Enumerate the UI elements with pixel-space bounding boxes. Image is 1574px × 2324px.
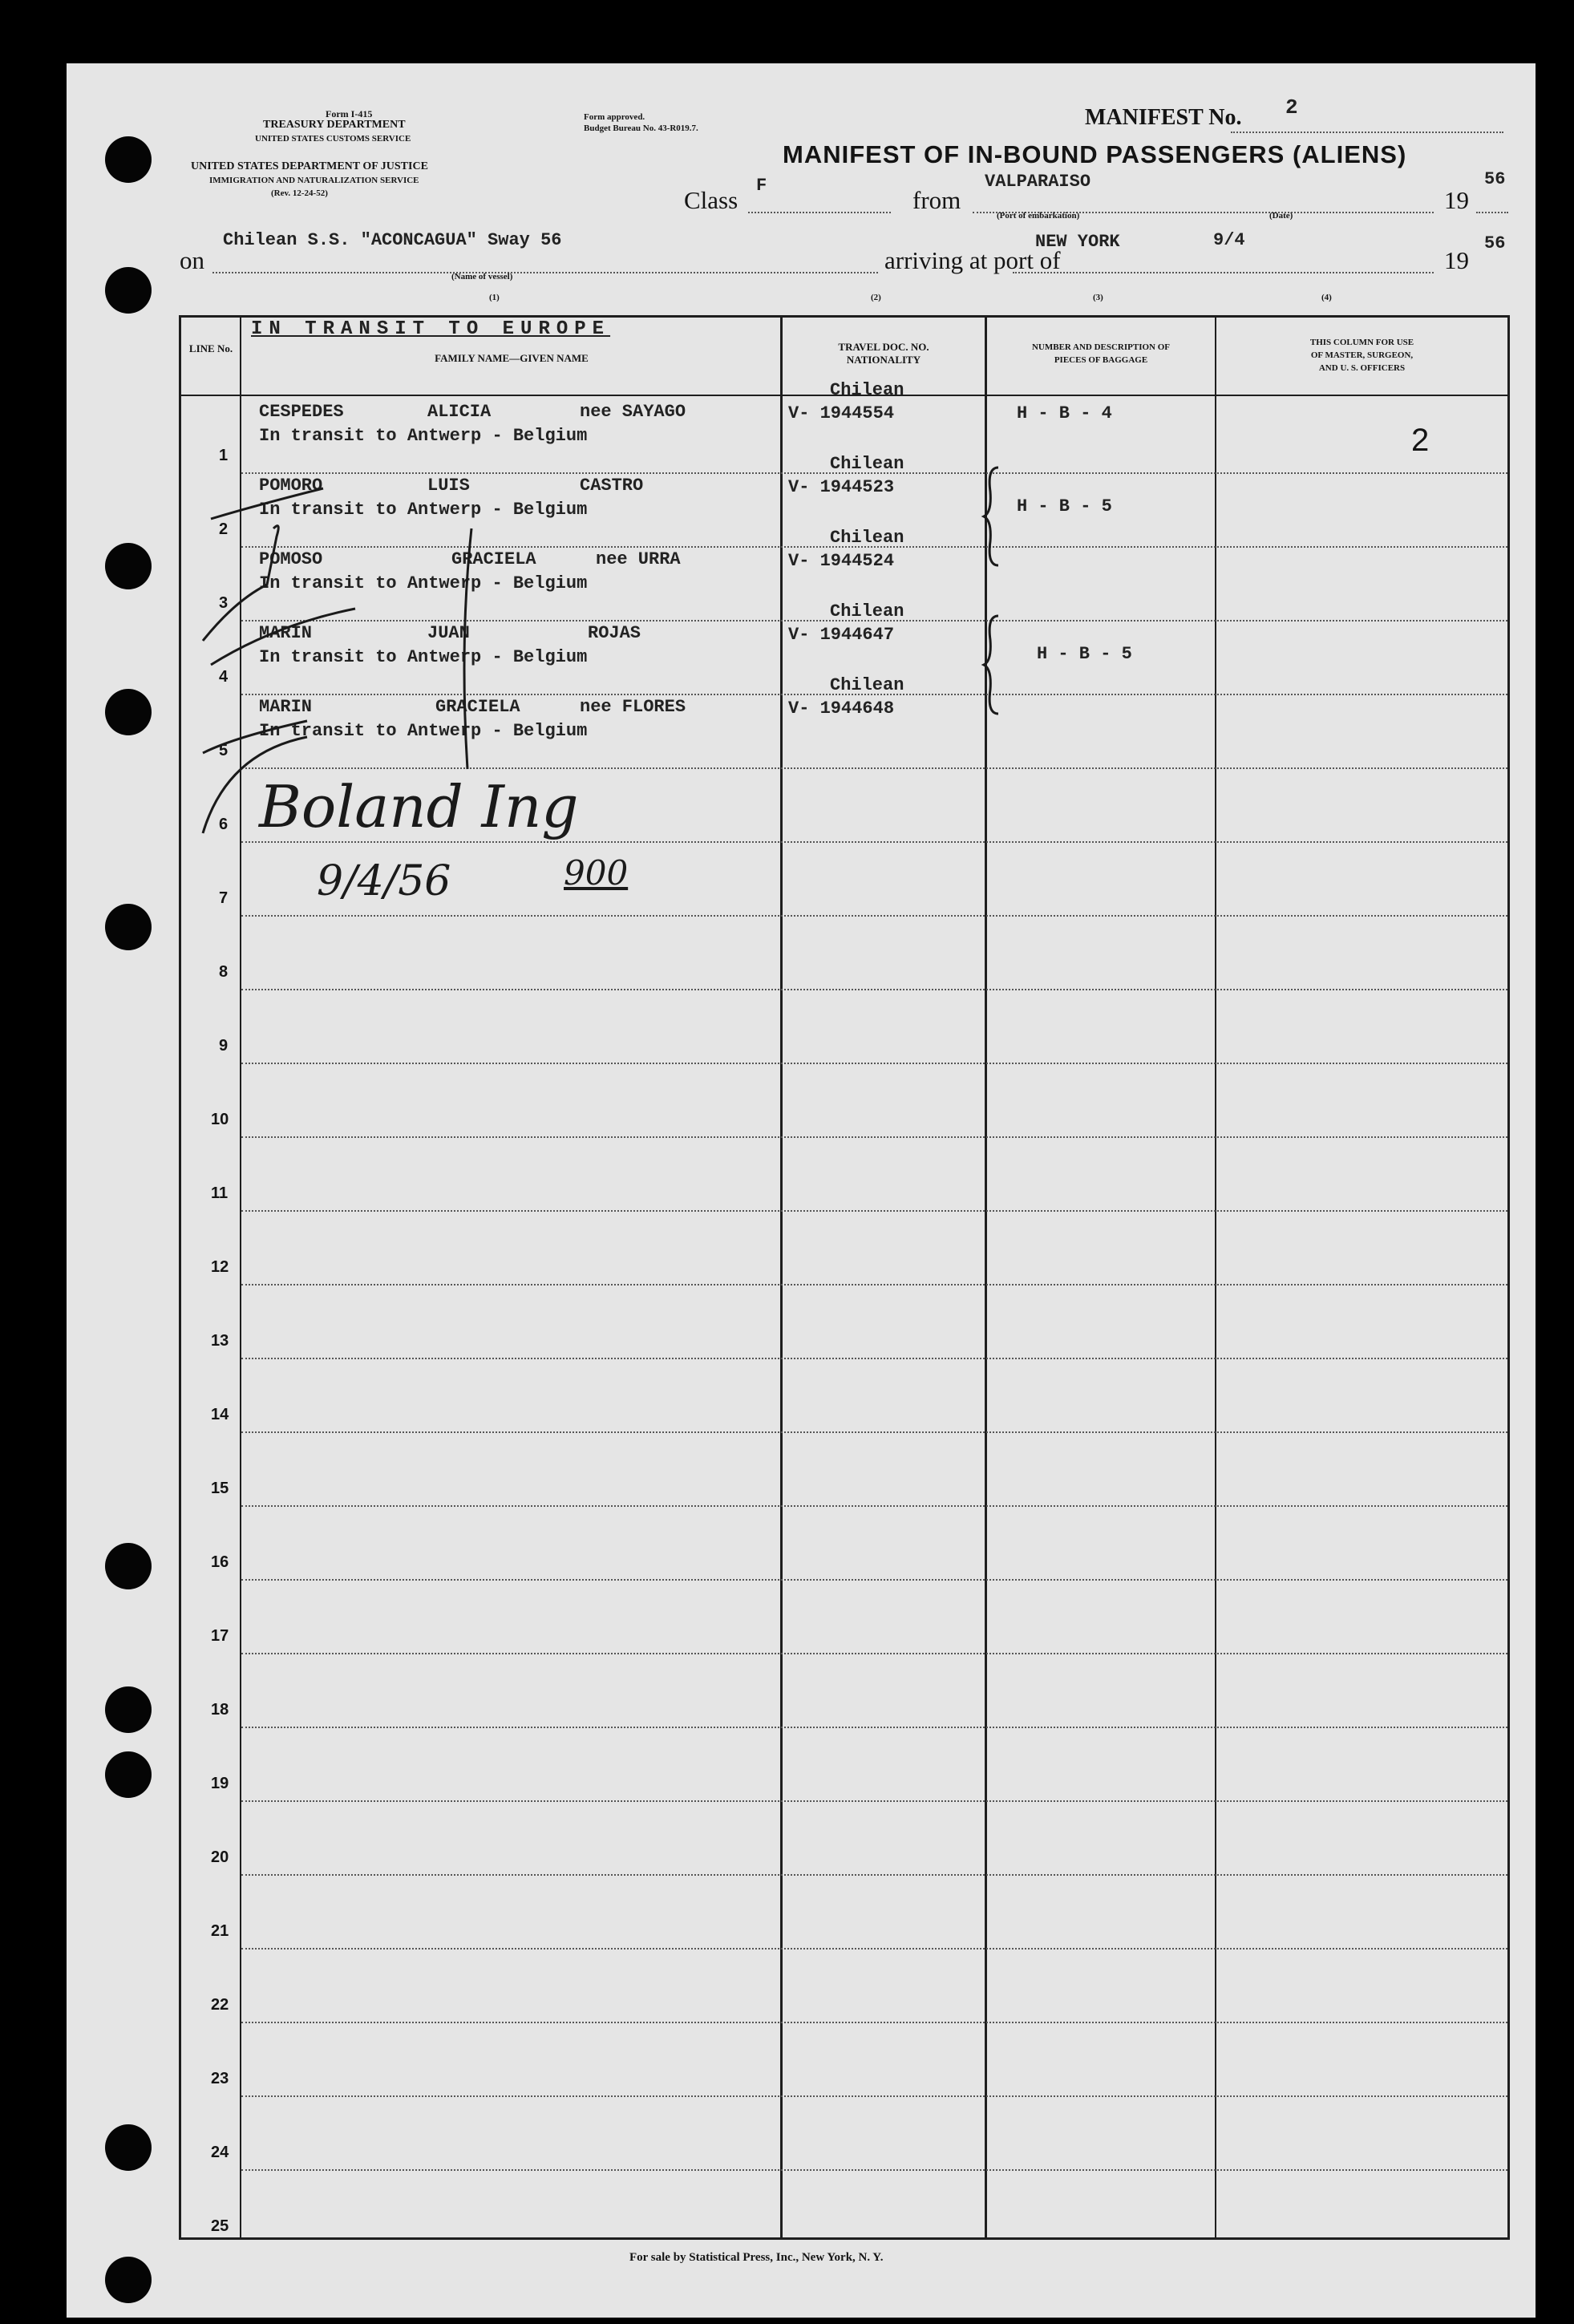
row-line xyxy=(241,1948,1507,1949)
manifest-page xyxy=(67,63,1536,2318)
line-number: 13 xyxy=(211,1332,229,1350)
revision-label: (Rev. 12-24-52) xyxy=(271,188,328,198)
row-line xyxy=(241,2169,1507,2171)
punch-hole xyxy=(105,2124,152,2171)
passenger-family-name: CESPEDES xyxy=(259,402,344,422)
line-number: 16 xyxy=(211,1553,229,1571)
passenger-extra-name: CASTRO xyxy=(580,476,644,496)
passenger-transit: In transit to Antwerp - Belgium xyxy=(259,573,588,593)
row-line xyxy=(241,1505,1507,1507)
row-line xyxy=(241,1431,1507,1433)
passenger-extra-name: nee URRA xyxy=(596,549,681,569)
baggage-header: NUMBER AND DESCRIPTION OF xyxy=(1031,342,1171,352)
row-line xyxy=(241,915,1507,917)
line-number: 14 xyxy=(211,1406,229,1423)
passenger-travel-doc: V- 1944647 xyxy=(788,625,895,645)
class-value: F xyxy=(756,176,767,196)
punch-hole xyxy=(105,689,152,735)
passenger-given-name: ALICIA xyxy=(427,402,492,422)
punch-hole xyxy=(105,2257,152,2303)
baggage-divider xyxy=(1215,315,1216,2240)
row-line xyxy=(241,1284,1507,1285)
passenger-given-name: GRACIELA xyxy=(451,549,536,569)
passenger-family-name: POMOSO xyxy=(259,549,323,569)
vessel-line xyxy=(212,272,878,273)
passenger-baggage: H - B - 5 xyxy=(1017,496,1112,516)
officers-header-2: OF MASTER, SURGEON, xyxy=(1310,350,1414,360)
nationality-header: NATIONALITY xyxy=(846,354,921,366)
line-number: 3 xyxy=(219,594,229,612)
line-number: 1 xyxy=(219,447,229,464)
line-number: 10 xyxy=(211,1111,229,1128)
passenger-travel-doc: V- 1944554 xyxy=(788,403,895,423)
line-number: 5 xyxy=(219,742,229,759)
passenger-travel-doc: V- 1944524 xyxy=(788,551,895,571)
punch-hole xyxy=(105,1543,152,1589)
line-number: 20 xyxy=(211,1848,229,1866)
ins-label: IMMIGRATION AND NATURALIZATION SERVICE xyxy=(209,176,419,185)
row-line xyxy=(241,1358,1507,1359)
printer-credit: For sale by Statistical Press, Inc., New York, N. Y. xyxy=(629,2251,884,2264)
passenger-given-name: JUAN xyxy=(427,623,470,643)
transit-heading: IN TRANSIT TO EUROPE xyxy=(251,318,611,340)
punch-hole xyxy=(105,136,152,183)
line-number: 18 xyxy=(211,1701,229,1719)
passenger-family-name: MARIN xyxy=(259,623,313,643)
arrival-port: NEW YORK xyxy=(1035,232,1120,252)
line-number: 25 xyxy=(211,2217,229,2235)
passenger-travel-doc: V- 1944523 xyxy=(788,477,895,497)
line-number: 23 xyxy=(211,2070,229,2087)
line-number: 6 xyxy=(219,816,229,833)
form-number: Form I-415 xyxy=(326,108,373,119)
doc-divider xyxy=(985,315,987,2240)
baggage-brace xyxy=(981,613,1005,717)
manifest-number-label: MANIFEST No. xyxy=(1085,105,1242,130)
row-line xyxy=(241,989,1507,990)
manifest-number-line xyxy=(1231,132,1503,133)
line-number: 11 xyxy=(211,1184,229,1202)
name-divider xyxy=(780,315,783,2240)
vessel-name: Chilean S.S. "ACONCAGUA" Sway 56 xyxy=(223,230,562,250)
punch-hole xyxy=(105,1751,152,1798)
column-number-3: (3) xyxy=(1093,293,1103,302)
row-line xyxy=(241,1653,1507,1654)
line-number: 9 xyxy=(219,1037,229,1055)
from-label: from xyxy=(912,186,961,214)
row-line xyxy=(241,1800,1507,1802)
arriving-label: arriving at port of xyxy=(884,246,1061,274)
line-number: 21 xyxy=(211,1922,229,1940)
line-number: 17 xyxy=(211,1627,229,1645)
officers-header-3: AND U. S. OFFICERS xyxy=(1318,363,1406,373)
column-number-2: (2) xyxy=(871,293,881,302)
port-embarkation-caption: (Port of embarkation) xyxy=(997,211,1080,221)
travel-doc-header: TRAVEL DOC. NO. xyxy=(838,341,929,353)
treasury-label: TREASURY DEPARTMENT xyxy=(263,119,406,131)
inspection-time: 900 xyxy=(564,853,629,893)
row-line xyxy=(241,1210,1507,1212)
punch-hole xyxy=(105,904,152,950)
line-number: 4 xyxy=(219,668,229,686)
arrival-line xyxy=(1013,272,1434,273)
table-top-border xyxy=(179,315,1510,318)
inspection-date: 9/4/56 xyxy=(317,857,451,905)
manifest-title: MANIFEST OF IN-BOUND PASSENGERS (ALIENS) xyxy=(783,140,1407,168)
line-number: 12 xyxy=(211,1258,229,1276)
vessel-caption: (Name of vessel) xyxy=(451,272,513,281)
line-no-header: LINE No. xyxy=(188,342,233,354)
row-line xyxy=(241,1136,1507,1138)
column-number-4: (4) xyxy=(1321,293,1332,302)
line-number: 15 xyxy=(211,1480,229,1497)
row-line xyxy=(241,1727,1507,1728)
passenger-nationality: Chilean xyxy=(830,528,904,548)
row-line xyxy=(241,1874,1507,1876)
passenger-travel-doc: V- 1944648 xyxy=(788,698,895,719)
table-bottom-border xyxy=(179,2237,1510,2240)
arrival-year: 56 xyxy=(1484,233,1506,253)
passenger-given-name: LUIS xyxy=(427,476,470,496)
on-label: on xyxy=(180,246,204,274)
passenger-transit: In transit to Antwerp - Belgium xyxy=(259,426,588,446)
row-line xyxy=(241,2022,1507,2023)
punch-hole xyxy=(105,543,152,589)
year-prefix: 19 xyxy=(1444,186,1469,214)
passenger-transit: In transit to Antwerp - Belgium xyxy=(259,500,588,520)
row-line xyxy=(241,1063,1507,1064)
passenger-extra-name: ROJAS xyxy=(588,623,641,643)
table-right-border xyxy=(1507,315,1510,2240)
line-number: 2 xyxy=(219,520,229,538)
year-line xyxy=(1476,212,1508,213)
port-of-embarkation: VALPARAISO xyxy=(985,172,1091,192)
inspector-signature: Boland Ing xyxy=(259,773,579,840)
punch-hole xyxy=(105,1686,152,1733)
passenger-family-name: MARIN xyxy=(259,697,313,717)
column-number-1: (1) xyxy=(489,293,500,302)
table-left-border xyxy=(179,315,181,2240)
passenger-transit: In transit to Antwerp - Belgium xyxy=(259,647,588,667)
approval-label: Form approved. xyxy=(584,112,645,122)
line-number: 24 xyxy=(211,2144,229,2161)
row-line xyxy=(241,2095,1507,2097)
justice-label: UNITED STATES DEPARTMENT OF JUSTICE xyxy=(191,160,428,172)
passenger-transit: In transit to Antwerp - Belgium xyxy=(259,721,588,741)
line-number: 19 xyxy=(211,1775,229,1792)
officers-header: THIS COLUMN FOR USE xyxy=(1309,338,1414,347)
manifest-number: 2 xyxy=(1285,95,1298,119)
customs-label: UNITED STATES CUSTOMS SERVICE xyxy=(255,134,411,144)
baggage-header-2: PIECES OF BAGGAGE xyxy=(1054,355,1148,365)
arrival-year-prefix: 19 xyxy=(1444,246,1469,274)
arrival-date: 9/4 xyxy=(1213,230,1245,250)
passenger-extra-name: nee SAYAGO xyxy=(580,402,686,422)
passenger-extra-name: nee FLORES xyxy=(580,697,686,717)
passenger-given-name: GRACIELA xyxy=(435,697,520,717)
passenger-family-name: POMORO xyxy=(259,476,323,496)
baggage-brace xyxy=(981,464,1005,569)
passenger-nationality: Chilean xyxy=(830,601,904,621)
officer-mark: 2 xyxy=(1411,423,1430,458)
punch-hole xyxy=(105,267,152,314)
line-number: 8 xyxy=(219,963,229,981)
passenger-baggage: H - B - 4 xyxy=(1017,403,1112,423)
class-label: Class xyxy=(684,186,738,214)
row-line xyxy=(241,1579,1507,1581)
passenger-nationality: Chilean xyxy=(830,675,904,695)
name-header: FAMILY NAME—GIVEN NAME xyxy=(435,352,589,364)
budget-bureau-label: Budget Bureau No. 43-R019.7. xyxy=(584,123,698,133)
passenger-nationality: Chilean xyxy=(830,380,904,400)
passenger-baggage: H - B - 5 xyxy=(1037,644,1132,664)
passenger-nationality: Chilean xyxy=(830,454,904,474)
year-value: 56 xyxy=(1484,169,1506,189)
line-number: 22 xyxy=(211,1996,229,2014)
date-caption: (Date) xyxy=(1269,211,1293,221)
line-number: 7 xyxy=(219,889,229,907)
class-line xyxy=(748,212,891,213)
